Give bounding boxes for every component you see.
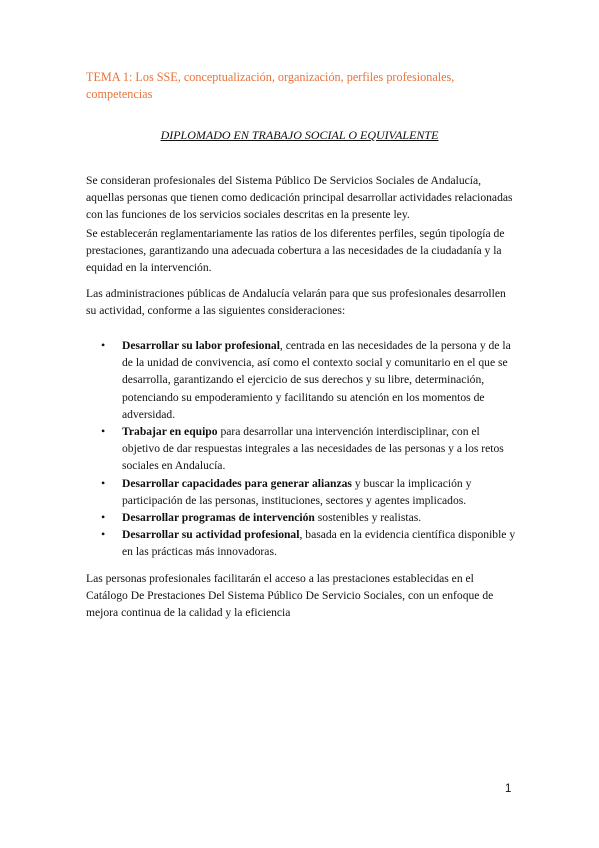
list-item-text: , centrada en las necesidades de la persona y de la de la unidad de convivencia, así como el contexto social y comunitario en el que se desarrolla, garantizando el ejercicio de sus derechos y su libre, determinación, potenciando su empoderamiento y facilitando su atención en los momentos de adversidad. [122, 339, 511, 421]
closing-paragraph: Las personas profesionales facilitarán el acceso a las prestaciones establecidas en el Catálogo De Prestaciones Del Sistema Público De Servicio Sociales, con un enfoque de mejora continua de la calidad y la eficiencia [86, 572, 494, 620]
page-number: 1 [505, 783, 512, 795]
bullet-icon: • [101, 475, 106, 490]
list-item [86, 475, 516, 509]
topic-title: TEMA 1: Los SSE, conceptualización, organización, perfiles profesionales, competencias [86, 70, 455, 101]
list-item-bold: Desarrollar su labor profesional [122, 339, 280, 352]
list-item [86, 337, 516, 423]
list-item [86, 423, 516, 475]
list-item-text: y buscar la implicación y participación de las personas, instituciones, sectores y agentes implicados. [122, 476, 472, 507]
list-item-text: , basada en la evidencia científica disponible y en las prácticas más innovadoras. [122, 528, 516, 559]
paragraph-professionals-definition: Se consideran profesionales del Sistema Público De Servicios Sociales de Andalucía, aquellas personas que tienen como dedicación principal desarrollar actividades relacionadas con las funciones de los servicios sociales descritas en la presente ley. [86, 174, 513, 222]
bullet-icon: • [101, 338, 106, 352]
section-title: DIPLOMADO EN TRABAJO SOCIAL O EQUIVALENTE [160, 128, 439, 142]
bullet-icon: • [101, 424, 106, 439]
considerations-list [86, 337, 516, 561]
list-item-text: sostenibles y realistas. [314, 511, 422, 525]
paragraph-ratios: Se establecerán reglamentariamente las ratios de los diferentes perfiles, según tipología de prestaciones, garantizando una adecuada cobertura a las necesidades de la ciudadanía y la equidad en la intervención. [86, 227, 505, 275]
list-item-bold: Trabajar en equipo [122, 425, 218, 439]
list-item-text: para desarrollar una intervención interdisciplinar, con el objetivo de dar respuestas integrales a las necesidades de las personas y a los retos sociales en Andalucía. [122, 425, 504, 473]
bullet-icon: • [101, 527, 106, 542]
list-item [86, 509, 516, 526]
bullet-icon: • [101, 510, 106, 525]
list-item-bold: Desarrollar su actividad profesional [122, 528, 300, 542]
list-item [86, 526, 516, 560]
list-item-bold: Desarrollar capacidades para generar alianzas [122, 476, 352, 490]
list-item-bold: Desarrollar programas de intervención [122, 511, 315, 525]
paragraph-considerations-intro: Las administraciones públicas de Andalucía velarán para que sus profesionales desarrollen su actividad, conforme a las siguientes consideraciones: [86, 287, 506, 318]
